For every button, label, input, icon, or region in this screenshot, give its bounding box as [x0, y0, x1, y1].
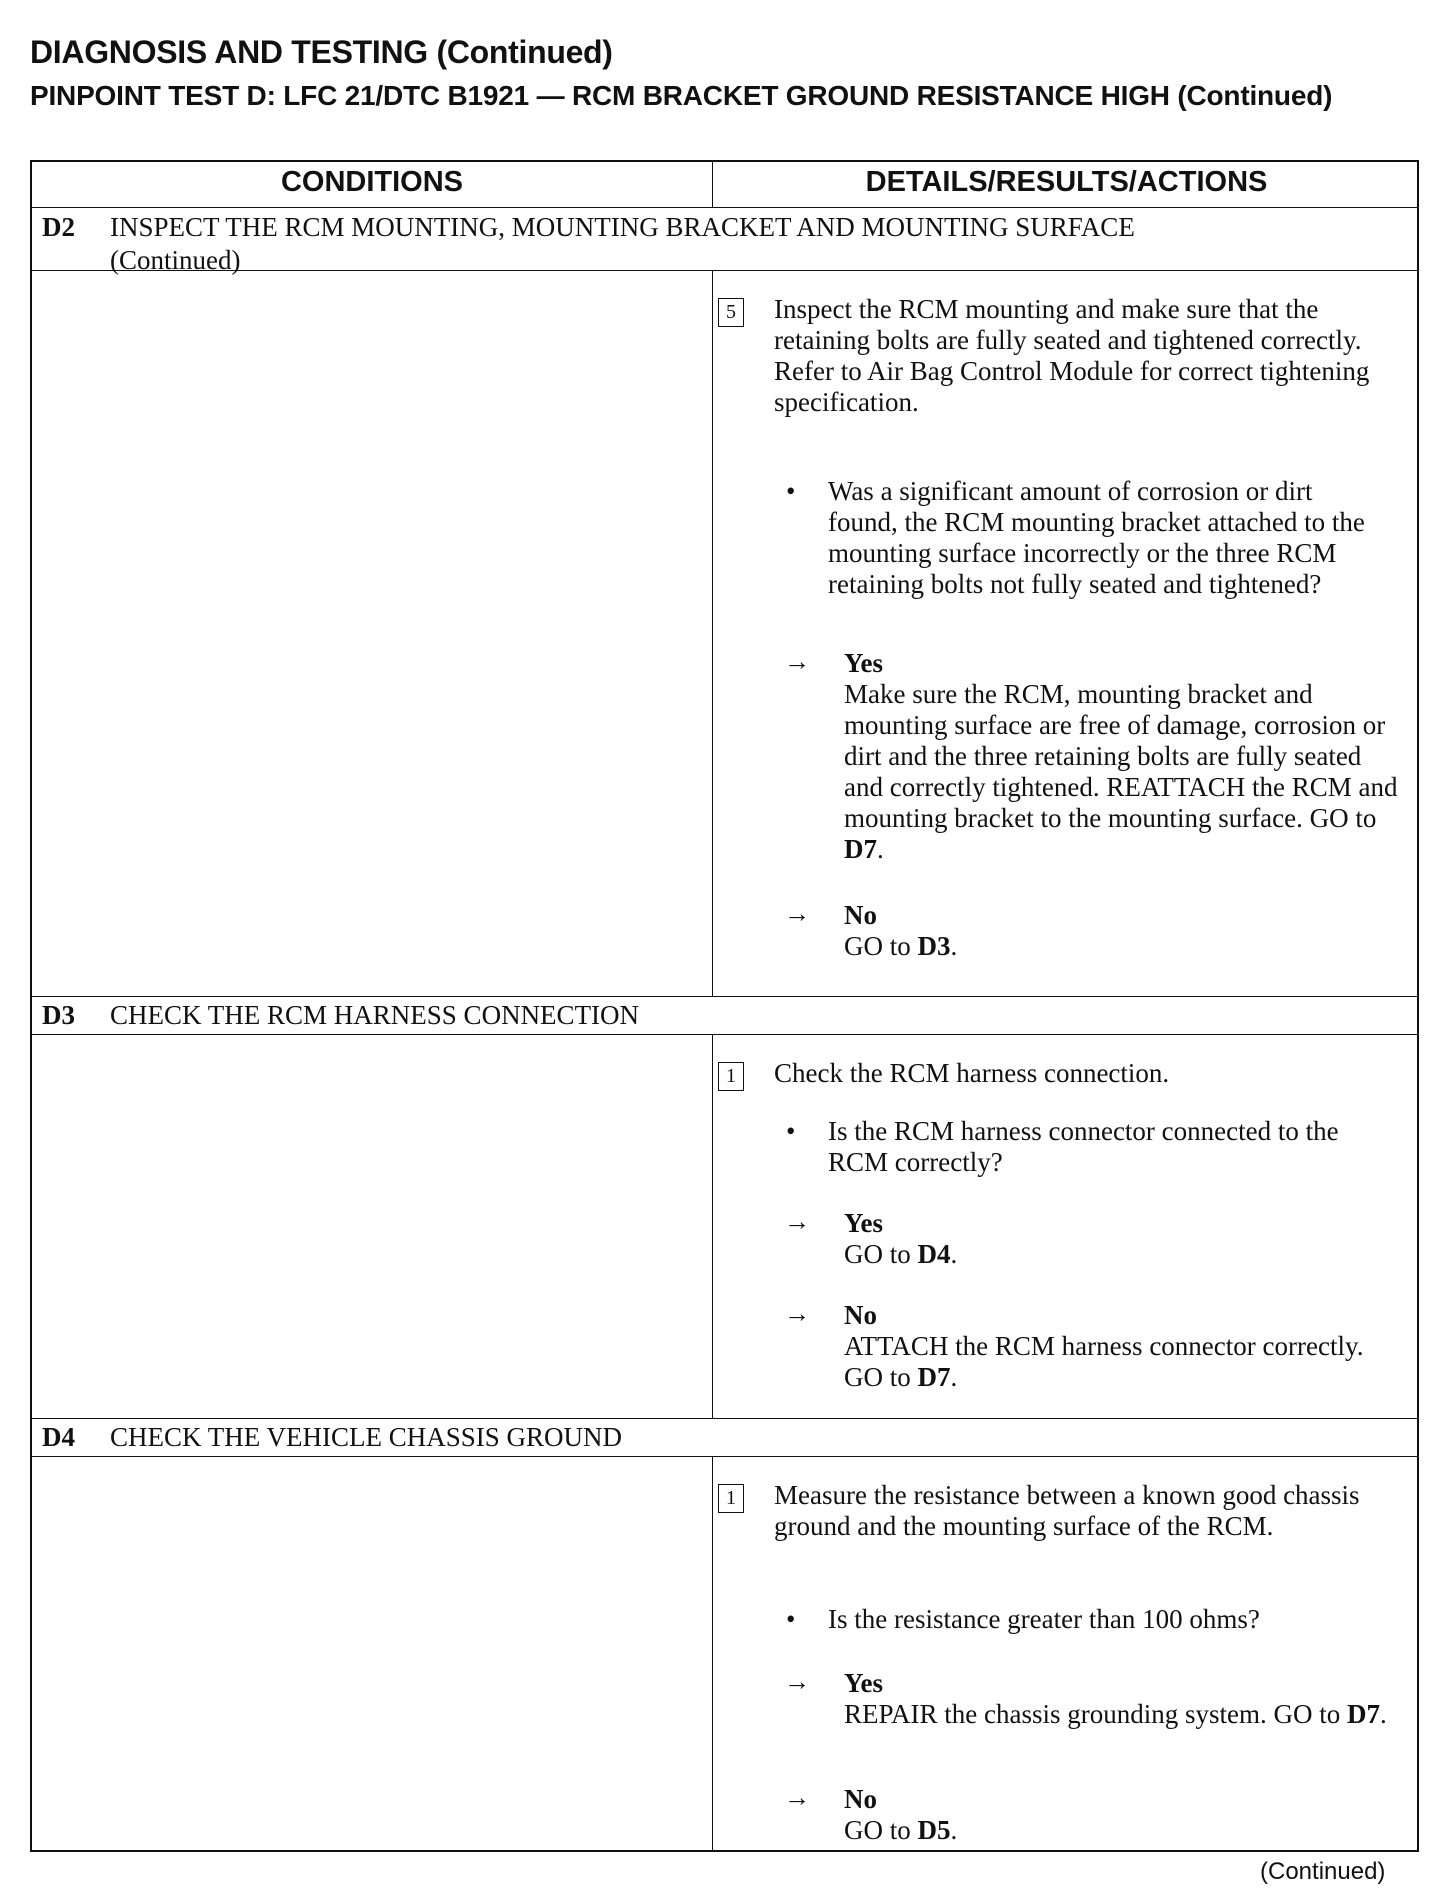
row-divider	[32, 1456, 1417, 1457]
answer-action: GO to D3.	[844, 931, 958, 961]
bullet-icon: •	[786, 1116, 796, 1146]
step-text: Inspect the RCM mounting and make sure that the retaining bolts are fully seated and tightened correctly. Refer to Air Bag Control Module for correct tightening specification.	[774, 294, 1370, 417]
step-text: Measure the resistance between a known good chassis ground and the mounting surface of the RCM.	[774, 1480, 1360, 1541]
bullet-icon: •	[786, 1604, 796, 1634]
continued-footer: (Continued)	[1260, 1858, 1386, 1885]
column-divider	[712, 162, 713, 207]
step-id: D2	[42, 212, 75, 242]
test-title: PINPOINT TEST D: LFC 21/DTC B1921 — RCM BRACKET GROUND RESISTANCE HIGH (Continued)	[30, 80, 1333, 111]
answer-action: GO to D4.	[844, 1239, 958, 1269]
section-title-continued: (Continued)	[110, 245, 241, 275]
details-header: DETAILS/RESULTS/ACTIONS	[865, 166, 1268, 198]
arrow-icon: →	[784, 1207, 810, 1236]
answer-label: Yes	[844, 648, 883, 678]
arrow-icon: →	[784, 899, 810, 928]
section-title: CHECK THE VEHICLE CHASSIS GROUND	[110, 1422, 623, 1452]
row-divider	[32, 270, 1417, 271]
answer-label: No	[844, 1300, 877, 1330]
row-divider	[32, 996, 1417, 997]
step-number: 5	[718, 298, 744, 327]
bullet-icon: •	[786, 476, 796, 506]
answer-label: No	[844, 1784, 877, 1814]
arrow-icon: →	[784, 1299, 810, 1328]
answer-action: GO to D5.	[844, 1815, 958, 1845]
answer-action: REPAIR the chassis grounding system. GO to D7.	[844, 1699, 1387, 1729]
step-text: Check the RCM harness connection.	[774, 1058, 1170, 1088]
section-title: INSPECT THE RCM MOUNTING, MOUNTING BRACKET AND MOUNTING SURFACE	[110, 212, 1135, 242]
answer-label: Yes	[844, 1208, 883, 1238]
conditions-header: CONDITIONS	[280, 166, 464, 198]
column-divider	[712, 1456, 713, 1852]
answer-action: Make sure the RCM, mounting bracket and mounting surface are free of damage, corrosion or dirt and the three retaining bolts are fully seated and correctly tightened. REATTACH the RCM and mounting bracket to the mounting surface. GO to D7.	[844, 679, 1398, 864]
row-divider	[32, 1418, 1417, 1419]
step-id: D3	[42, 1000, 75, 1030]
arrow-icon: →	[784, 647, 810, 676]
question-text: Is the resistance greater than 100 ohms?	[828, 1604, 1260, 1634]
step-number: 1	[718, 1062, 744, 1091]
row-divider	[32, 207, 1417, 208]
question-text: Was a significant amount of corrosion or dirt found, the RCM mounting bracket attached to the mounting surface incorrectly or the three RCM retaining bolts not fully seated and tightened?	[828, 476, 1365, 599]
question-text: Is the RCM harness connector connected to the RCM correctly?	[828, 1116, 1339, 1177]
answer-label: Yes	[844, 1668, 883, 1698]
section-title: CHECK THE RCM HARNESS CONNECTION	[110, 1000, 640, 1030]
column-divider	[712, 270, 713, 996]
arrow-icon: →	[784, 1783, 810, 1812]
step-number: 1	[718, 1484, 744, 1513]
arrow-icon: →	[784, 1667, 810, 1696]
answer-label: No	[844, 900, 877, 930]
answer-action: ATTACH the RCM harness connector correctly. GO to D7.	[844, 1331, 1364, 1392]
page-title: DIAGNOSIS AND TESTING (Continued)	[30, 34, 613, 70]
column-divider	[712, 1034, 713, 1418]
step-id: D4	[42, 1422, 75, 1452]
pinpoint-table	[30, 160, 1419, 1852]
row-divider	[32, 1034, 1417, 1035]
